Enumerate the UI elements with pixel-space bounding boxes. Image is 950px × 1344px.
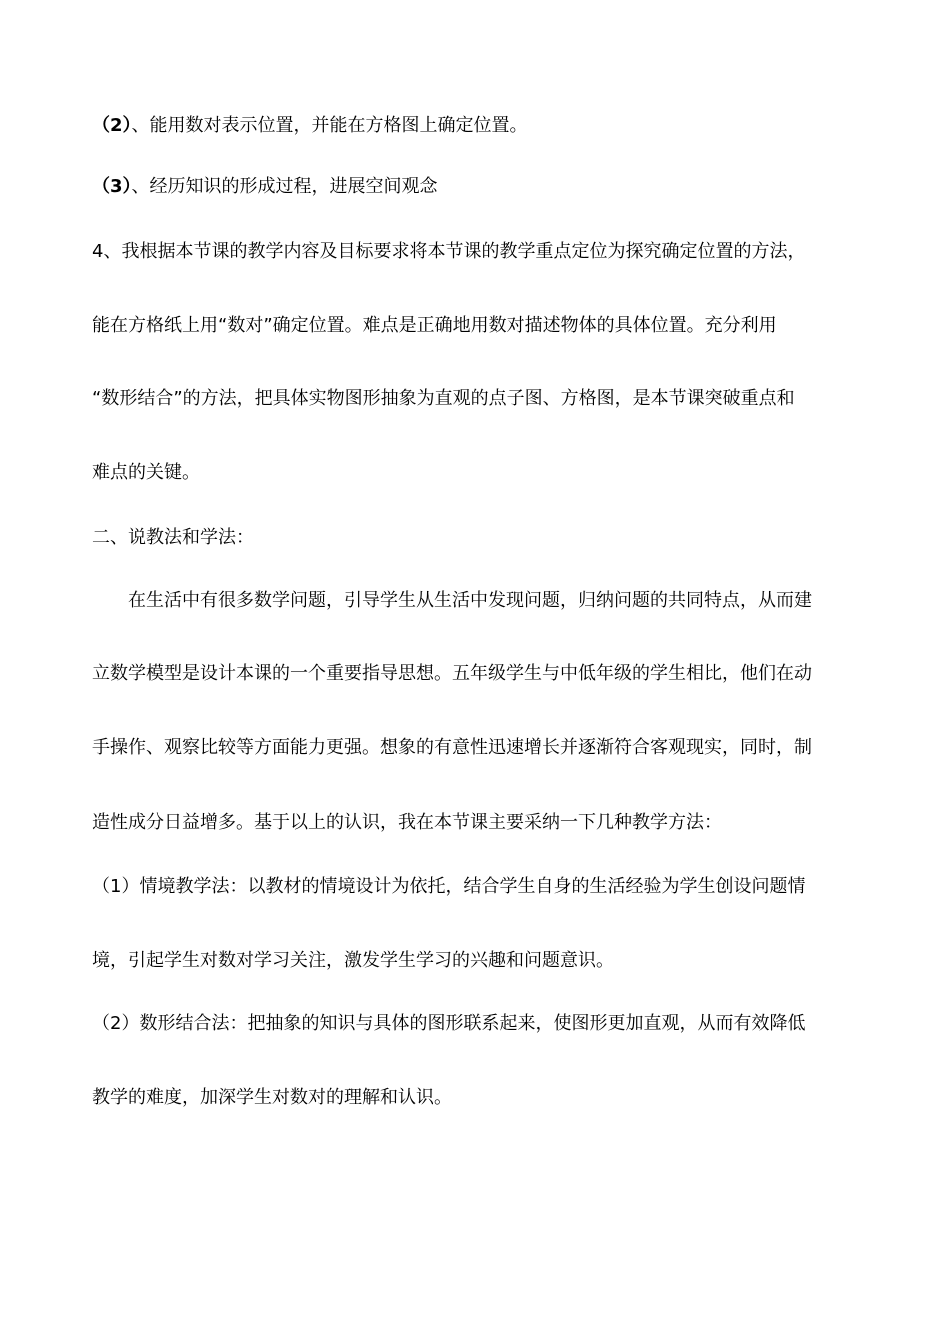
objective-2-line xyxy=(92,114,862,138)
section2-heading: 二、说教法和学法： xyxy=(92,527,254,548)
objective-2-text: 、能用数对表示位置，并能在方格图上确定位置。 xyxy=(131,115,528,136)
point4-line-1: 4、我根据本节课的教学内容及目标要求将本节课的教学重点定位为探究确定位置的方法， xyxy=(92,241,806,262)
method2-line-2: 教学的难度，加深学生对数对的理解和认识。 xyxy=(92,1087,452,1108)
section2-para-line-2: 立数学模型是设计本课的一个重要指导思想。五年级学生与中低年级的学生相比，他们在动 xyxy=(92,663,812,684)
section2-para-line-4: 造性成分日益增多。基于以上的认识，我在本节课主要采纳一下几种教学方法： xyxy=(92,812,722,833)
method1-line-1: （1）情境教学法：以教材的情境设计为依托，结合学生自身的生活经验为学生创设问题情 xyxy=(92,876,806,897)
point4-line-2: 能在方格纸上用“数对”确定位置。难点是正确地用数对描述物体的具体位置。充分利用 xyxy=(92,315,777,336)
method1-line-2: 境，引起学生对数对学习关注，激发学生学习的兴趣和问题意识。 xyxy=(92,950,614,971)
objective-3-text: 、经历知识的形成过程，进展空间观念 xyxy=(131,176,438,197)
section2-para-line-1: 在生活中有很多数学问题，引导学生从生活中发现问题，归纳问题的共同特点，从而建 xyxy=(128,590,812,611)
objective-2-number: （2） xyxy=(92,115,132,136)
objective-3-line xyxy=(92,175,862,199)
section2-para-line-3: 手操作、观察比较等方面能力更强。想象的有意性迅速增长并逐渐符合客观现实，同时，制 xyxy=(92,737,812,758)
point4-line-3: “数形结合”的方法，把具体实物图形抽象为直观的点子图、方格图，是本节课突破重点和 xyxy=(92,388,795,409)
objective-3-number: （3） xyxy=(92,176,132,197)
method2-line-1: （2）数形结合法：把抽象的知识与具体的图形联系起来，使图形更加直观，从而有效降低 xyxy=(92,1013,806,1034)
point4-line-4: 难点的关键。 xyxy=(92,462,200,483)
